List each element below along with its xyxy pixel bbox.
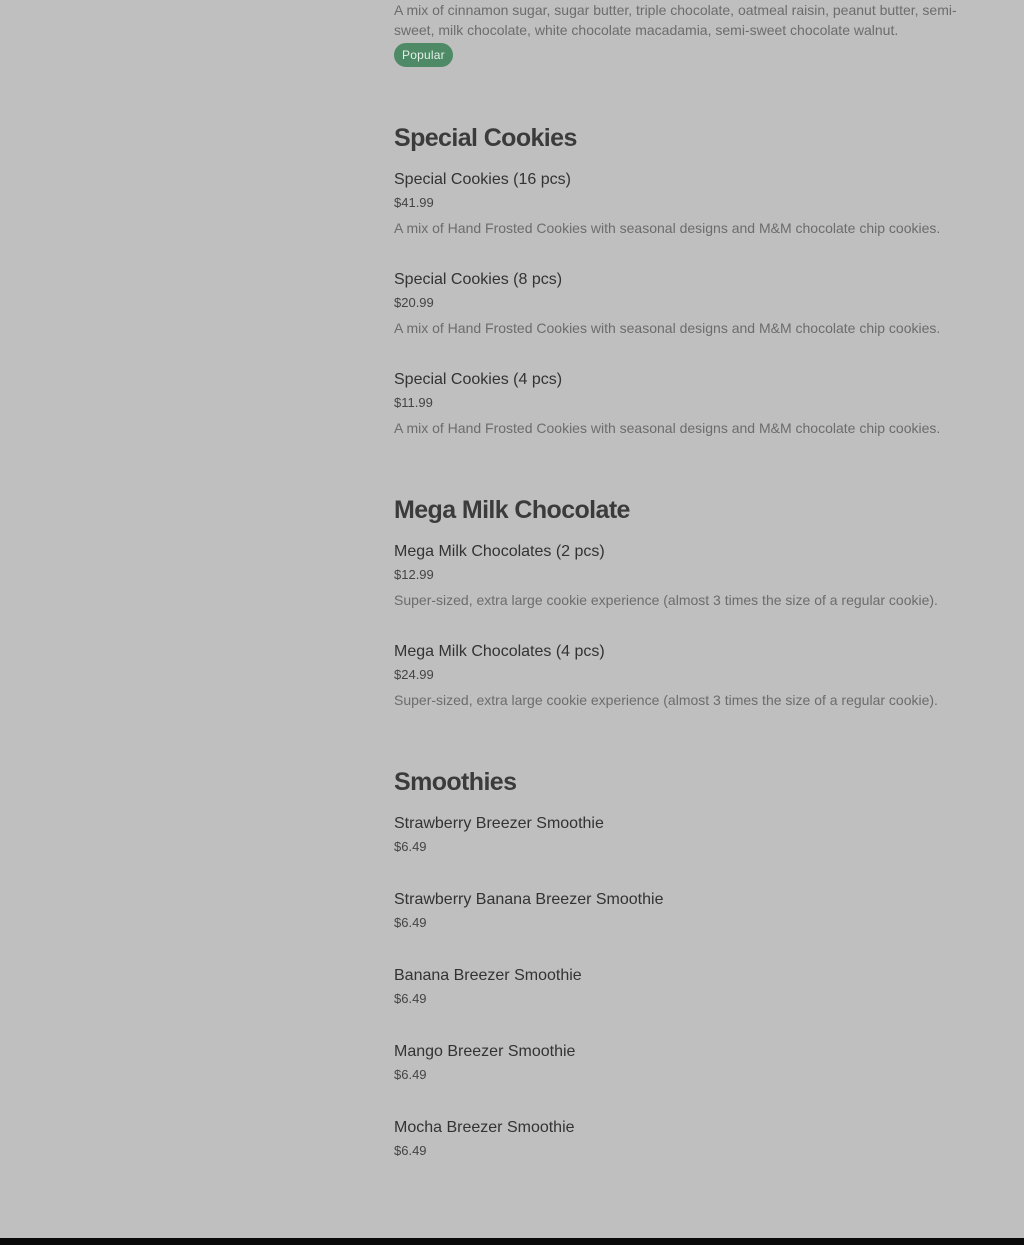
section-title: Special Cookies [394,124,577,152]
menu-item[interactable] [394,270,994,336]
menu-item[interactable] [394,170,994,236]
menu-item[interactable] [394,642,994,708]
menu-item[interactable] [394,890,994,930]
popular-badge: Popular [394,43,453,67]
item-price: $41.99 [394,195,434,210]
item-price: $6.49 [394,839,427,854]
menu-item[interactable] [394,1118,994,1158]
item-description: A mix of Hand Frosted Cookies with seasonal designs and M&M chocolate chip cookies. [394,420,941,436]
item-name: Strawberry Banana Breezer Smoothie [394,891,664,908]
section-smoothies [394,767,994,797]
item-description: Super-sized, extra large cookie experience (almost 3 times the size of a regular cookie). [394,592,938,608]
item-price: $6.49 [394,1067,427,1082]
item-name: Special Cookies (16 pcs) [394,171,571,188]
item-name: Banana Breezer Smoothie [394,967,582,984]
menu-item[interactable] [394,542,994,608]
item-price: $12.99 [394,567,434,582]
item-name: Special Cookies (4 pcs) [394,371,563,388]
item-name: Mango Breezer Smoothie [394,1043,576,1060]
section-title: Smoothies [394,768,517,796]
item-description: Super-sized, extra large cookie experience (almost 3 times the size of a regular cookie). [394,692,938,708]
bottom-bar [0,1238,1024,1245]
section-mega-milk-chocolate [394,495,994,525]
section-special-cookies [394,123,994,153]
item-price: $6.49 [394,915,427,930]
item-name: Special Cookies (8 pcs) [394,271,563,288]
item-price: $6.49 [394,1143,427,1158]
item-description: A mix of cinnamon sugar, sugar butter, triple chocolate, oatmeal raisin, peanut butter, semi-sweet, milk chocolate, white chocolate macadamia, semi-sweet chocolate walnut. [394,2,957,38]
menu-item[interactable] [394,370,994,436]
item-price: $6.49 [394,991,427,1006]
item-description: A mix of Hand Frosted Cookies with seasonal designs and M&M chocolate chip cookies. [394,320,941,336]
item-name: Mega Milk Chocolates (4 pcs) [394,643,605,660]
item-name: Mocha Breezer Smoothie [394,1119,575,1136]
menu-item[interactable] [394,1042,994,1082]
item-name: Strawberry Breezer Smoothie [394,815,604,832]
item-description: A mix of Hand Frosted Cookies with seasonal designs and M&M chocolate chip cookies. [394,220,941,236]
item-price: $20.99 [394,295,434,310]
menu-item[interactable] [394,814,994,854]
item-price: $11.99 [394,395,433,410]
section-title: Mega Milk Chocolate [394,496,630,524]
menu-item[interactable] [394,966,994,1006]
item-price: $24.99 [394,667,434,682]
item-name: Mega Milk Chocolates (2 pcs) [394,543,605,560]
